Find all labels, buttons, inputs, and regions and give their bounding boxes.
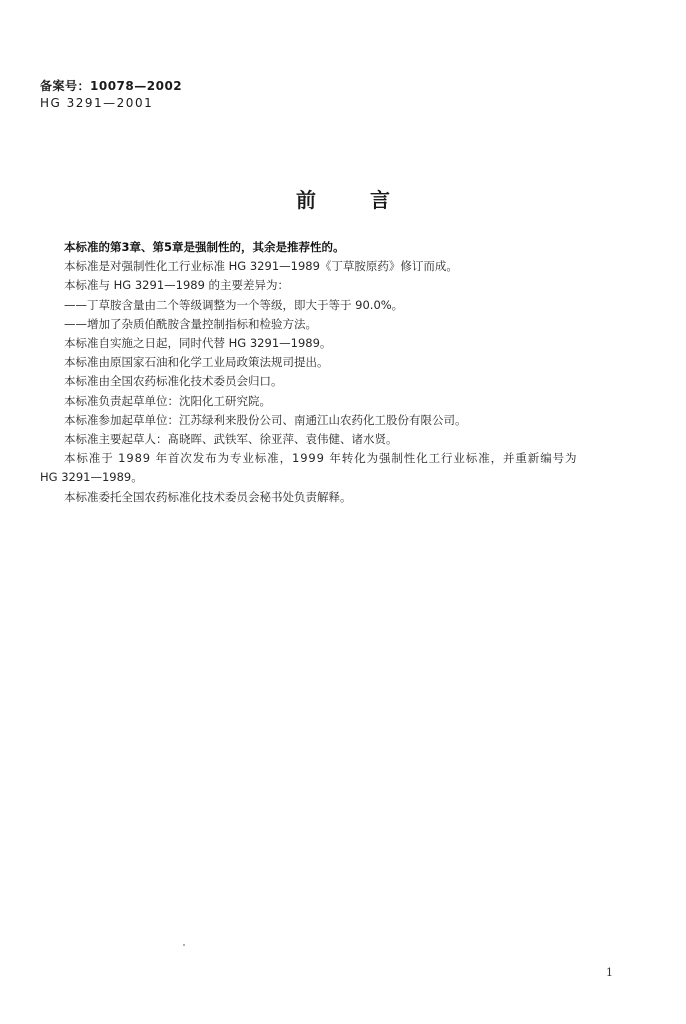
foreword-body: [40, 238, 630, 507]
paragraph-replaces: 本标准自实施之日起，同时代替 HG 3291—1989。: [64, 336, 332, 351]
standard-number: HG 3291—2001: [40, 96, 154, 110]
record-number: 备案号：10078—2002: [40, 79, 183, 93]
scan-speck: [183, 944, 185, 946]
paragraph-differences: 本标准与 HG 3291—1989 的主要差异为：: [64, 278, 290, 293]
paragraph-history: 本标准于 1989 年首次发布为专业标准，1999 年转化为强制性化工行业标准，并重新编号为: [64, 451, 578, 466]
paragraph-history-continued: HG 3291—1989。: [40, 470, 143, 485]
list-item-difference-2: ——增加了杂质伯酰胺含量控制指标和检验方法。: [64, 316, 317, 331]
paragraph-under-jurisdiction: 本标准由全国农药标准化技术委员会归口。: [64, 374, 283, 389]
paragraph-drafting-unit: 本标准负责起草单位：沈阳化工研究院。: [64, 393, 271, 408]
page-title: 前言: [296, 188, 444, 212]
paragraph-drafters: 本标准主要起草人：髙晓晖、武铁军、徐亚萍、袁伟健、诸水贤。: [64, 432, 398, 447]
paragraph-revision: 本标准是对强制性化工行业标准 HG 3291—1989《丁草胺原药》修订而成。: [64, 259, 458, 274]
page-number: 1: [606, 966, 613, 979]
paragraph-proposed-by: 本标准由原国家石油和化学工业局政策法规司提出。: [64, 355, 329, 370]
paragraph-participating-units: 本标准参加起草单位：江苏绿利来股份公司、南通江山农药化工股份有限公司。: [64, 412, 467, 427]
list-item-difference-1: ——丁草胺含量由二个等级调整为一个等级，即大于等于 90.0%。: [64, 297, 404, 312]
paragraph-mandatory-clauses: 本标准的第3章、第5章是强制性的，其余是推荐性的。: [64, 240, 345, 254]
paragraph-interpretation: 本标准委托全国农药标准化技术委员会秘书处负责解释。: [64, 489, 352, 504]
